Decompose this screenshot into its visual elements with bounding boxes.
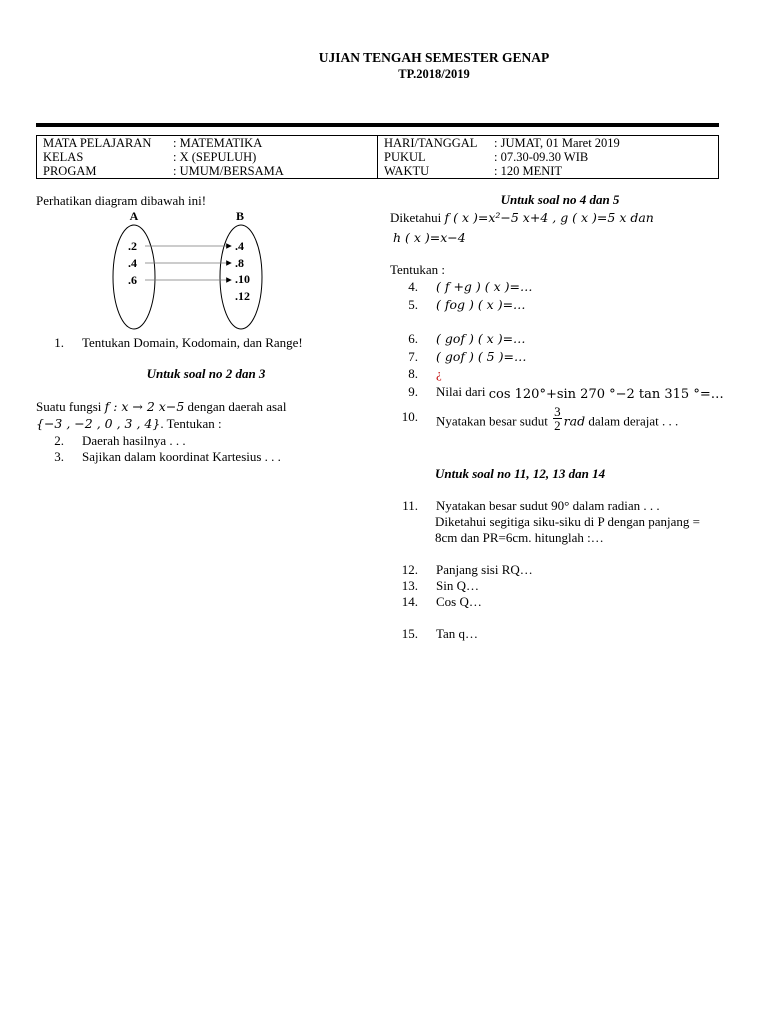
set-a-item: .6 — [128, 273, 137, 287]
function-statement — [36, 399, 286, 415]
question-text: ( gof ) ( 5 )=… — [436, 349, 527, 364]
triangle-given-line-1: Diketahui segitiga siku-siku di P dengan panjang = — [435, 514, 701, 529]
question-number: 6. — [408, 331, 418, 346]
info-left-cell — [37, 136, 378, 179]
trig-expression: cos 120°+sin 270 °−2 tan 315 °=… — [488, 387, 724, 402]
info-key: PROGAM — [43, 164, 97, 178]
mapping-diagram — [100, 204, 300, 334]
question-text — [436, 384, 724, 400]
given-prefix: Diketahui — [390, 210, 442, 225]
info-value: : X (SEPULUH) — [173, 150, 257, 164]
set-b-item: .12 — [235, 289, 250, 303]
info-value: : UMUM/BERSAMA — [173, 164, 284, 178]
question-text: Panjang sisi RQ… — [436, 562, 533, 577]
info-row-program — [43, 164, 371, 178]
info-key: HARI/TANGGAL — [384, 136, 478, 150]
question-text: Sin Q… — [436, 578, 479, 593]
info-value: : MATEMATIKA — [173, 136, 263, 150]
info-value: : JUMAT, 01 Maret 2019 — [494, 136, 620, 150]
domain-suffix: . Tentukan : — [160, 416, 222, 431]
question-text: ¿ — [436, 366, 442, 381]
set-b-item: .8 — [235, 256, 244, 270]
fraction-denominator: 2 — [554, 418, 561, 433]
question-number: 11. — [402, 498, 418, 513]
question-text: Tentukan Domain, Kodomain, dan Range! — [82, 335, 303, 350]
question-text: Sajikan dalam koordinat Kartesius . . . — [82, 449, 281, 464]
given-fg-expression: f ( x )=x²−5 x+4 , g ( x )=5 x dan — [444, 210, 654, 225]
question-number: 14. — [401, 594, 418, 609]
given-h-expression: h ( x )=x−4 — [393, 230, 466, 245]
info-right-cell — [378, 136, 719, 179]
question-number: 4. — [408, 279, 418, 294]
section-heading-2-3: Untuk soal no 2 dan 3 — [146, 366, 266, 381]
question-prefix: Nyatakan besar sudut — [436, 413, 548, 429]
section-heading-11-14: Untuk soal no 11, 12, 13 dan 14 — [435, 466, 606, 481]
section-heading-4-5: Untuk soal no 4 dan 5 — [500, 192, 620, 207]
question-prefix: Nilai dari — [436, 384, 486, 399]
tentukan-label: Tentukan : — [390, 262, 446, 277]
given-fg — [390, 210, 654, 226]
question-number: 12. — [401, 562, 418, 577]
diagram-intro: Perhatikan diagram dibawah ini! — [36, 193, 207, 208]
info-row-duration — [384, 164, 712, 178]
angle-unit: rad — [563, 413, 586, 429]
info-key: PUKUL — [384, 150, 426, 164]
header-rule — [36, 123, 719, 127]
question-text: Nyatakan besar sudut 90° dalam radian . . . — [436, 498, 660, 513]
exam-title: UJIAN TENGAH SEMESTER GENAP — [318, 50, 550, 65]
set-a-label: A — [129, 209, 139, 223]
fraction-numerator: 3 — [554, 404, 561, 419]
function-suffix: dengan daerah asal — [187, 399, 287, 414]
question-text: Daerah hasilnya . . . — [82, 433, 186, 448]
info-row-time — [384, 150, 712, 164]
question-text: ( fog ) ( x )=… — [436, 297, 526, 312]
set-a-item: .2 — [128, 239, 137, 253]
question-text: ( gof ) ( x )=… — [436, 331, 526, 346]
domain-statement — [36, 416, 222, 432]
question-text: ( f +g ) ( x )=… — [436, 279, 533, 294]
info-row-subject — [43, 136, 371, 150]
set-b-item: .10 — [235, 272, 250, 286]
question-number: 5. — [408, 297, 418, 312]
info-key: MATA PELAJARAN — [43, 136, 152, 150]
domain-set: {−3 , −2 , 0 , 3 , 4} — [36, 416, 161, 431]
question-text: Cos Q… — [436, 594, 482, 609]
question-number: 8. — [408, 366, 418, 381]
question-suffix: dalam derajat . . . — [588, 413, 679, 429]
question-number: 15. — [401, 626, 418, 641]
exam-year: TP.2018/2019 — [398, 67, 470, 81]
question-number: 2. — [54, 433, 64, 448]
question-number: 13. — [401, 578, 418, 593]
function-expression: f : x → 2 x−5 — [104, 399, 185, 414]
exam-info-table — [36, 135, 719, 179]
question-number: 1. — [54, 335, 64, 350]
question-number: 7. — [408, 349, 418, 364]
set-a-item: .4 — [128, 256, 137, 270]
fraction — [553, 405, 562, 432]
question-number: 3. — [54, 449, 64, 464]
set-b-label: B — [235, 209, 245, 223]
info-row-class — [43, 150, 371, 164]
info-value: : 120 MENIT — [494, 164, 563, 178]
question-text: Tan q… — [436, 626, 479, 641]
question-text — [436, 404, 679, 436]
info-row-date — [384, 136, 712, 150]
info-key: WAKTU — [384, 164, 430, 178]
function-prefix: Suatu fungsi — [36, 399, 102, 414]
question-10 — [390, 404, 750, 434]
triangle-given-line-2: 8cm dan PR=6cm. hitunglah :… — [435, 530, 604, 545]
info-key: KELAS — [43, 150, 84, 164]
info-value: : 07.30-09.30 WIB — [494, 150, 589, 164]
set-b-item: .4 — [235, 239, 244, 253]
question-number: 9. — [408, 384, 418, 399]
question-number: 10. — [401, 409, 418, 424]
